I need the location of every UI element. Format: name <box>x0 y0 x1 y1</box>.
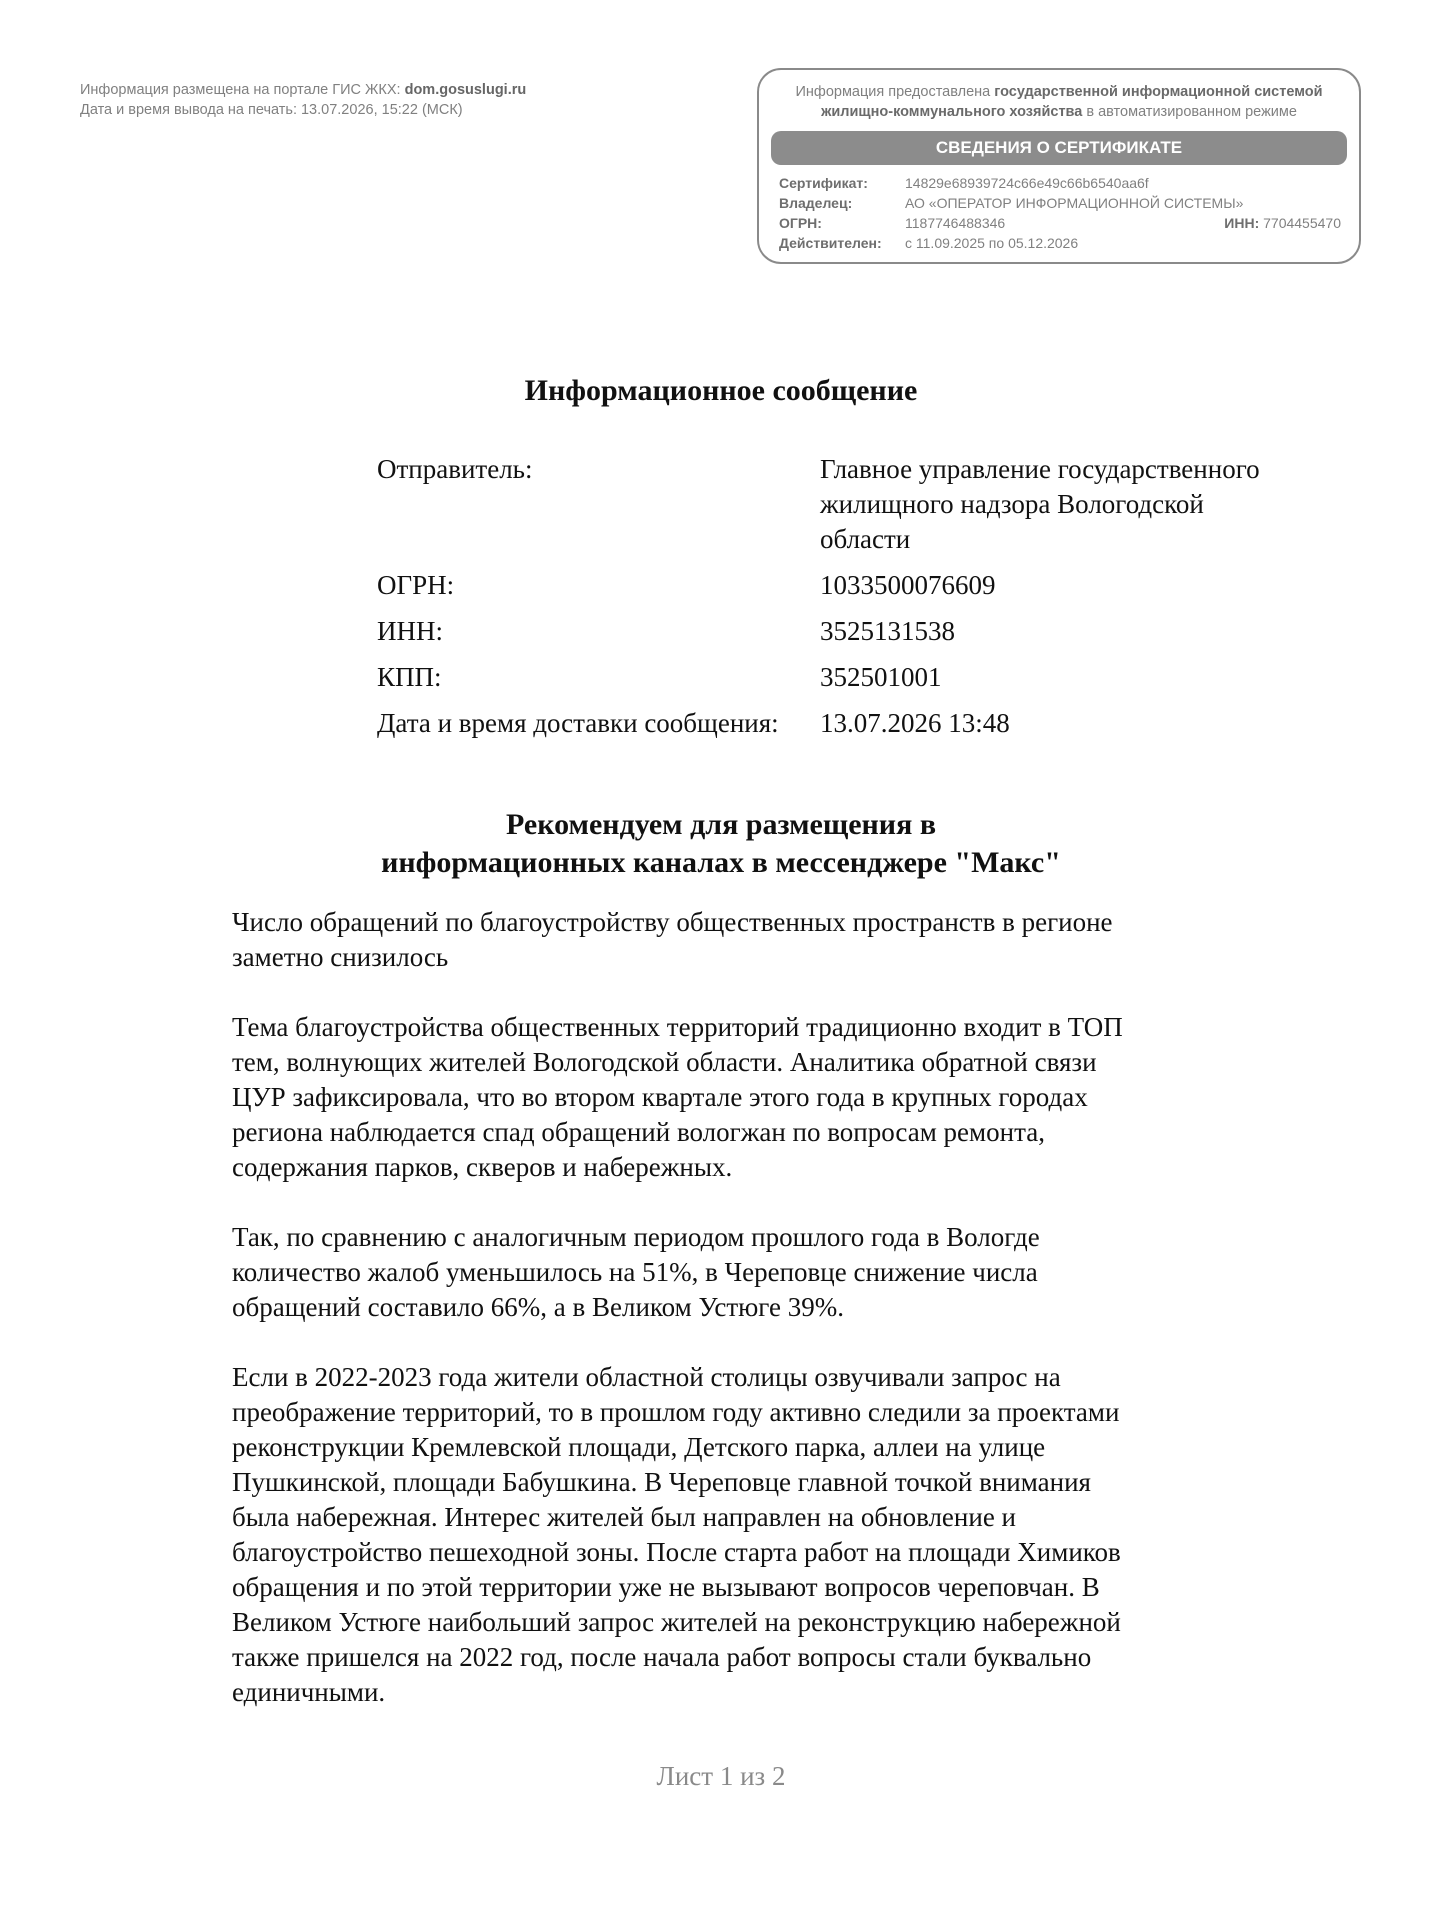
meta-value: 352501001 <box>820 662 942 692</box>
cert-head-prefix: Информация предоставлена <box>795 84 995 100</box>
cert-inn-value: 7704455470 <box>1259 215 1341 231</box>
cert-label: Сертификат: <box>779 175 868 191</box>
section-title-line-1: Рекомендуем для размещения в <box>505 808 937 841</box>
cert-head-suffix: в автоматизированном режиме <box>1082 104 1297 120</box>
cert-inn <box>1224 213 1341 233</box>
cert-head-housing: жилищно-коммунального хозяйства <box>821 104 1083 120</box>
sender-details <box>377 452 1300 752</box>
portal-info <box>80 80 526 120</box>
cert-row-ogrn <box>779 213 1341 233</box>
meta-row-sender <box>377 452 1300 557</box>
cert-value: АО «ОПЕРАТОР ИНФОРМАЦИОННОЙ СИСТЕМЫ» <box>905 195 1244 211</box>
meta-label: КПП: <box>377 662 442 692</box>
portal-label: Информация размещена на портале ГИС ЖКХ: <box>80 82 405 98</box>
message-body <box>232 905 1232 1745</box>
certificate-header <box>759 82 1359 122</box>
paragraph: Если в 2022-2023 года жители областной столицы озвучивали запрос на преображение территорий, то в прошлом году активно следили за проектами реконструкции Кремлевской площади, Детского парка, аллеи на улице Пушкинской, площади Бабушкина. В Череповце главной точкой внимания была набережная. Интерес жителей был направлен на обновление и благоустройство пешеходной зоны. После старта работ на площади Химиков обращения и по этой территории уже не вызывают вопросов череповчан. В Великом Устюге наибольший запрос жителей на реконструкцию набережной также пришелся на 2022 год, после начала работ вопросы стали буквально единичными. <box>232 1362 1121 1707</box>
paragraph: Тема благоустройства общественных территорий традиционно входит в ТОП тем, волнующих жителей Вологодской области. Аналитика обратной связи ЦУР зафиксировала, что во втором квартале этого года в крупных городах региона наблюдается спад обращений вологжан по вопросам ремонта, содержания парков, скверов и набережных. <box>232 1012 1123 1182</box>
meta-value: Главное управление государственного жилищного надзора Вологодской области <box>820 454 1260 554</box>
document-title: Информационное сообщение <box>524 374 918 407</box>
cert-value: с 11.09.2025 по 05.12.2026 <box>905 235 1079 251</box>
cert-row-certificate <box>779 173 1341 193</box>
cert-row-owner <box>779 193 1341 213</box>
cert-label: ОГРН: <box>779 215 822 231</box>
section-title-line-2: информационных каналах в мессенджере "Макс" <box>381 846 1061 879</box>
meta-row-kpp <box>377 660 1300 695</box>
certificate-details <box>779 173 1341 253</box>
meta-row-ogrn <box>377 568 1300 603</box>
cert-row-valid <box>779 233 1341 253</box>
portal-line-1 <box>80 80 526 100</box>
meta-label: ОГРН: <box>377 570 455 600</box>
section-title <box>0 806 1442 882</box>
meta-value: 13.07.2026 13:48 <box>820 708 1010 738</box>
cert-label: Владелец: <box>779 195 853 211</box>
cert-head-system: государственной информационной системой <box>994 84 1323 100</box>
cert-value: 1187746488346 <box>905 215 1006 231</box>
cert-value: 14829e68939724c66e49c66b6540aa6f <box>905 175 1149 191</box>
certificate-box <box>757 68 1361 264</box>
meta-value: 1033500076609 <box>820 570 996 600</box>
meta-value: 3525131538 <box>820 616 955 646</box>
print-datetime: Дата и время вывода на печать: 13.07.2026, 15:22 (МСК) <box>80 102 463 118</box>
portal-site: dom.gosuslugi.ru <box>404 82 527 98</box>
meta-label: ИНН: <box>377 616 443 646</box>
meta-label: Отправитель: <box>377 454 533 484</box>
meta-row-delivery-date <box>377 706 1300 741</box>
paragraph: Так, по сравнению с аналогичным периодом прошлого года в Вологде количество жалоб уменьшилось на 51%, в Череповце снижение числа обращений составило 66%, а в Великом Устюге 39%. <box>232 1222 1040 1322</box>
page-number: Лист 1 из 2 <box>656 1761 786 1791</box>
meta-row-inn <box>377 614 1300 649</box>
paragraph-headline: Число обращений по благоустройству общественных пространств в регионе заметно снизилось <box>232 907 1113 972</box>
meta-label: Дата и время доставки сообщения: <box>377 708 779 738</box>
certificate-title-bar: СВЕДЕНИЯ О СЕРТИФИКАТЕ <box>771 131 1347 165</box>
cert-inn-label: ИНН: <box>1224 215 1260 231</box>
cert-label: Действителен: <box>779 235 882 251</box>
